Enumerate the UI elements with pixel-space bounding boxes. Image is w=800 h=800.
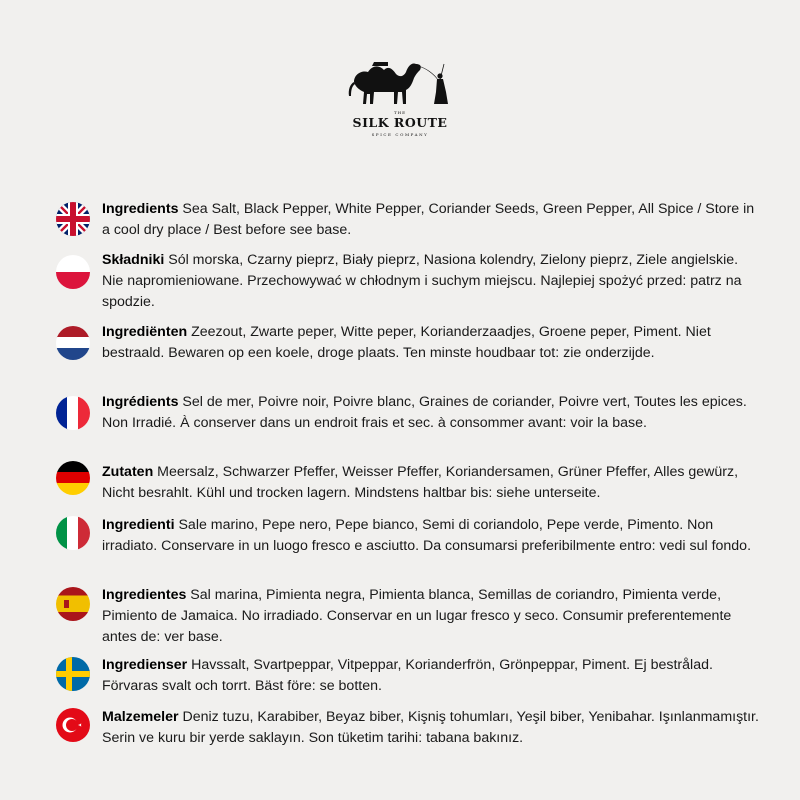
uk-flag-icon [56,202,90,236]
entry-text [102,250,762,313]
camel-and-rider-logo [340,52,460,108]
entry-text [102,322,762,364]
entry-label: Ingrédients [102,394,179,410]
entry-body: Havssalt, Svartpeppar, Vitpeppar, Korianderfrön, Grönpeppar, Piment. Ej bestrålad. Förvaras svalt och torrt. Bäst före: se botten. [102,657,713,694]
entry-label: Ingredientes [102,587,187,603]
entry-body: Deniz tuzu, Karabiber, Beyaz biber, Kişniş tohumları, Yeşil biber, Yenibahar. Işınlanmamıştır. Serin ve kuru bir yerde saklayın. Son tüketim tarihi: tabana bakınız. [102,709,759,746]
entry-text [102,707,762,749]
italy-flag-icon [56,516,90,550]
germany-flag-icon [56,461,90,495]
entry-body: Sól morska, Czarny pieprz, Biały pieprz, Nasiona kolendry, Zielony pieprz, Ziele angielskie. Nie napromieniowane. Przechowywać w chłodnym i suchym miejscu. Najlepiej spożyć przed: patrz na spodzie. [102,252,742,310]
entry-label: Zutaten [102,464,154,480]
entry-label: Malzemeler [102,709,179,725]
entry-text [102,655,762,697]
entry-text [102,462,762,504]
entry-body: Sea Salt, Black Pepper, White Pepper, Coriander Seeds, Green Pepper, All Spice / Store in a cool dry place / Best before see base. [102,201,755,238]
netherlands-flag-icon [56,326,90,360]
entry-text [102,585,762,648]
brand-logo [340,52,460,152]
entry-body: Meersalz, Schwarzer Pfeffer, Weisser Pfeffer, Koriandersamen, Grüner Pfeffer, Alles gewürz, Nicht besrahlt. Kühl und trocken lagern. Mindstens haltbar bis: siehe unterseite. [102,464,739,501]
entry-text [102,515,762,557]
entry-body: Sale marino, Pepe nero, Pepe bianco, Semi di coriandolo, Pepe verde, Pimento. Non irradiato. Conservare in un luogo fresco e asciutto. Da consumarsi preferibilmente entro: vedi sul fondo. [102,517,752,554]
entry-text [102,392,762,434]
spain-flag-icon [56,587,90,621]
france-flag-icon [56,396,90,430]
entry-body: Sel de mer, Poivre noir, Poivre blanc, Graines de coriander, Poivre vert, Toutes les epices. Non Irradié. À conserver dans un endroit frais et sec. à consommer avant: voir la base. [102,394,747,431]
entry-label: Ingrediënten [102,324,188,340]
entry-label: Ingredienser [102,657,188,673]
entry-label: Składniki [102,252,165,268]
sweden-flag-icon [56,657,90,691]
entry-body: Zeezout, Zwarte peper, Witte peper, Korianderzaadjes, Groene peper, Piment. Niet bestraald. Bewaren op een koele, droge plaats. Ten minste houdbaar tot: zie onderzijde. [102,324,711,361]
entry-text [102,199,762,241]
turkey-flag-icon [56,708,90,742]
entry-label: Ingredients [102,201,179,217]
brand-subtitle: SPICE COMPANY [371,132,429,137]
entry-body: Sal marina, Pimienta negra, Pimienta blanca, Semillas de coriandro, Pimienta verde, Pimiento de Jamaica. No irradiado. Conservar en un lugar fresco y seco. Consumir preferentemente antes de: ver base. [102,587,732,645]
entry-label: Ingredienti [102,517,175,533]
brand-name: SILK ROUTE [352,115,448,130]
poland-flag-icon [56,255,90,289]
brand-the: THE [393,110,407,115]
